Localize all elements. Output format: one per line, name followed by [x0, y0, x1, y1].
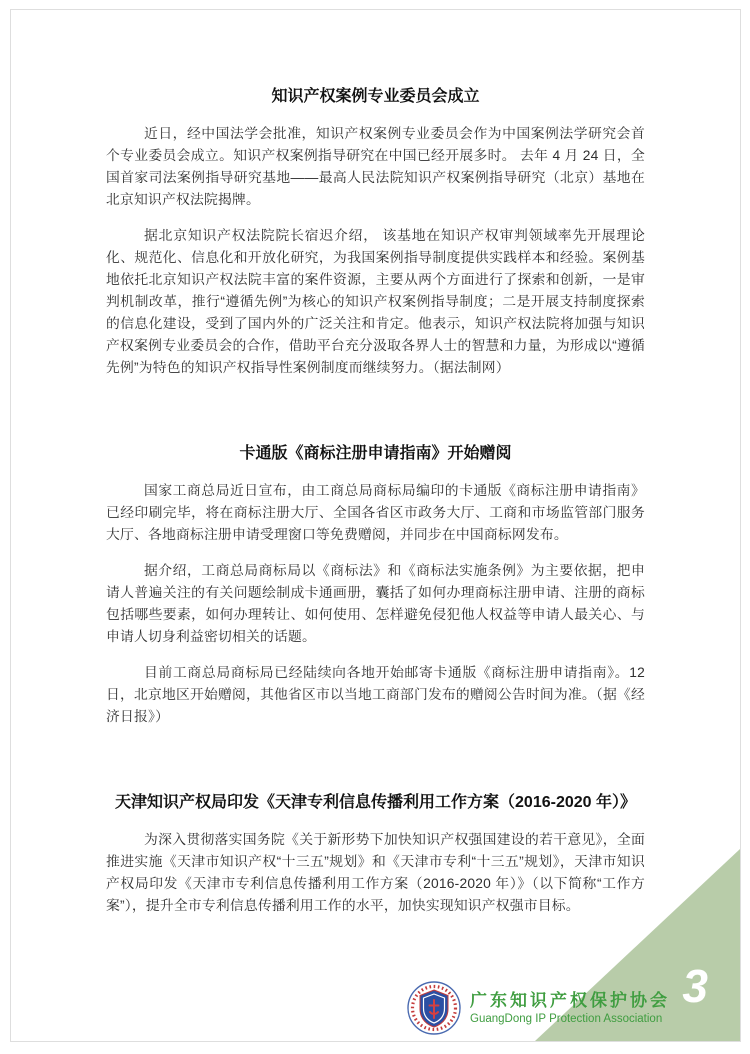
- article-title: 卡通版《商标注册申请指南》开始赠阅: [239, 445, 512, 462]
- article-paragraph: 据介绍，工商总局商标局以《商标法》和《商标法实施条例》为主要依据，把申请人普遍关注的有关问题绘制成卡通画册，囊括了如何办理商标注册申请、注册的商标包括哪些要素，如何办理转让、如何使用、怎样避免侵犯他人权益等申请人最关心、与申请人切身利益密切相关的话题。: [106, 563, 645, 644]
- article-section-3: [106, 792, 645, 917]
- article-section-2: [106, 443, 645, 728]
- footer-brand: [407, 981, 670, 1035]
- org-name-english: GuangDong IP Protection Association: [470, 1013, 663, 1026]
- article-paragraph: 为深入贯彻落实国务院《关于新形势下加快知识产权强国建设的若干意见》，全面推进实施《天津市知识产权“十三五”规划》和《天津市专利“十三五”规划》，天津市知识产权局印发《天津市专利信息传播利用工作方案（2016-2020 年）》（以下简称“工作方案”），提升全市专利信息传播利用工作的水平，加快实现知识产权强市目标。: [106, 832, 645, 913]
- article-paragraph: 据北京知识产权法院院长宿迟介绍， 该基地在知识产权审判领域率先开展理论化、规范化、信息化和开放化研究，为我国案例指导制度提供实践样本和经验。案例基地依托北京知识产权法院丰富的案件资源，主要从两个方面进行了探索和创新，一是审判机制改革，推行“遵循先例”为核心的知识产权案例指导制度；二是开展支持制度探索的信息化建设，受到了国内外的广泛关注和肯定。他表示，知识产权法院将加强与知识产权案例专业委员会的合作，借助平台充分汲取各界人士的智慧和力量，为形成以“遵循先例”为特色的知识产权指导性案例制度而继续努力。（据法制网）: [106, 228, 645, 375]
- article-section-1: [106, 86, 645, 379]
- article-paragraph: 目前工商总局商标局已经陆续向各地开始邮寄卡通版《商标注册申请指南》。12 日，北京地区开始赠阅，其他省区市以当地工商部门发布的赠阅公告时间为准。（据《经济日报》）: [106, 665, 645, 724]
- article-paragraph: 近日，经中国法学会批准，知识产权案例专业委员会作为中国案例法学研究会首个专业委员会成立。知识产权案例指导研究在中国已经开展多时。 去年 4 月 24 日，全国首家司法案例指导研究基地——最高人民法院知识产权案例指导研究（北京）基地在北京知识产权法院揭牌。: [106, 126, 645, 207]
- page-number: 3: [682, 960, 708, 1012]
- article-title: 知识产权案例专业委员会成立: [271, 88, 480, 105]
- association-emblem-icon: [407, 981, 461, 1035]
- article-paragraph: 国家工商总局近日宣布，由工商总局商标局编印的卡通版《商标注册申请指南》已经印刷完毕，将在商标注册大厅、全国各省区市政务大厅、工商和市场监管部门服务大厅、各地商标注册申请受理窗口等免费赠阅，并同步在中国商标网发布。: [106, 483, 645, 542]
- document-page: [10, 9, 741, 1042]
- page-content: [11, 10, 740, 917]
- article-title: 天津知识产权局印发《天津专利信息传播利用工作方案（2016-2020 年）》: [115, 794, 636, 811]
- org-name-chinese: 广东知识产权保护协会: [470, 991, 670, 1011]
- org-name-block: [470, 990, 670, 1026]
